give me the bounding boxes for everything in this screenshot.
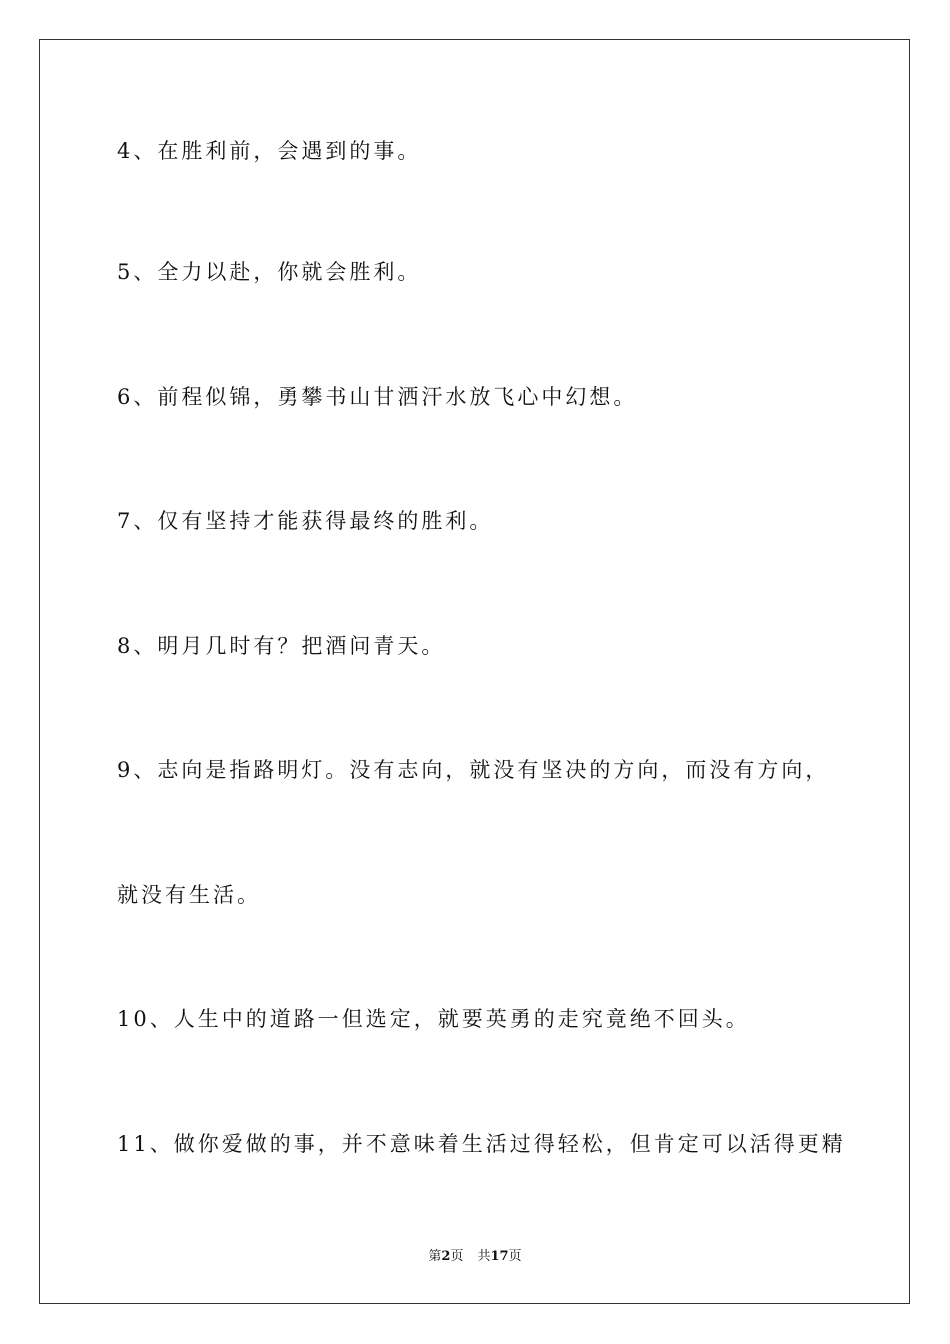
- text-line-5: 5、全力以赴，你就会胜利。: [117, 260, 422, 284]
- page-footer: [0, 1248, 950, 1266]
- total-pages: 17: [490, 1249, 509, 1264]
- page-suffix: 页: [450, 1249, 464, 1264]
- text-line-6: 6、前程似锦，勇攀书山甘洒汗水放飞心中幻想。: [117, 385, 638, 409]
- text-line-11: 11、做你爱做的事，并不意味着生活过得轻松，但肯定可以活得更精: [117, 1132, 846, 1156]
- text-line-4: 4、在胜利前，会遇到的事。: [117, 139, 422, 163]
- total-prefix: 共: [477, 1249, 491, 1264]
- text-line-9: 9、志向是指路明灯。没有志向，就没有坚决的方向，而没有方向，: [117, 758, 830, 782]
- page-prefix: 第: [428, 1249, 442, 1264]
- text-line-7: 7、仅有坚持才能获得最终的胜利。: [117, 509, 494, 533]
- total-suffix: 页: [508, 1249, 522, 1264]
- page-border: [39, 39, 910, 1304]
- page-number: 2: [441, 1249, 451, 1264]
- text-line-10: 10、人生中的道路一但选定，就要英勇的走究竟绝不回头。: [117, 1007, 750, 1031]
- text-line-9-continued: 就没有生活。: [117, 883, 261, 907]
- text-line-8: 8、明月几时有？把酒问青天。: [117, 634, 446, 658]
